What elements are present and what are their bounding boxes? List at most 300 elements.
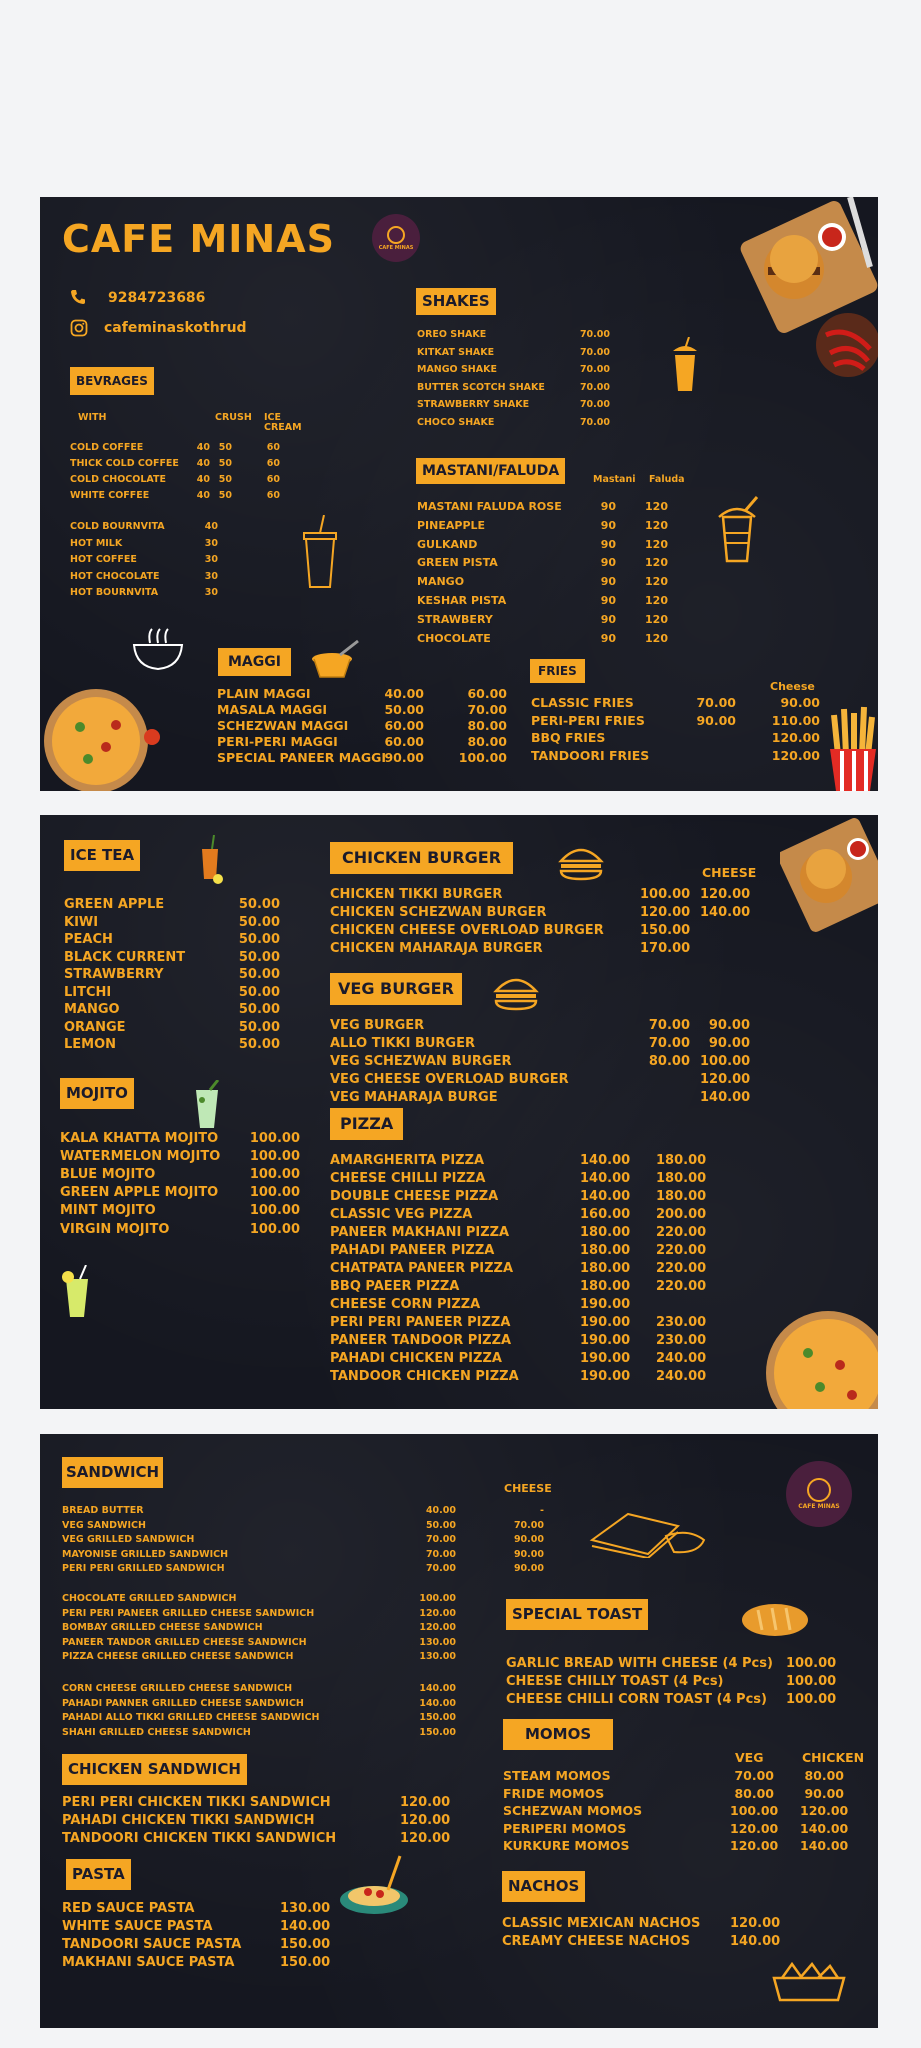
momos-item-price: 80.00 [734, 1785, 774, 1801]
pizza-item-name: CHEESE CORN PIZZA [330, 1297, 481, 1312]
mojito-item-price: 100.00 [249, 1185, 300, 1201]
pasta-item-price: 130.00 [280, 1901, 331, 1916]
pasta-item-name: RED SAUCE PASTA [62, 1901, 195, 1916]
vegburger-item-price: 70.00 [648, 1018, 690, 1033]
section-bevrages-title: BEVRAGES [70, 367, 154, 395]
sandwich-item-price: 130.00 [419, 1636, 456, 1648]
momos-item-price: 120.00 [800, 1803, 849, 1818]
pizza-item-price: 200.00 [656, 1207, 707, 1222]
section-toast-title: SPECIAL TOAST [506, 1599, 648, 1630]
nachos-item-name: CREAMY CHEESE NACHOS [502, 1934, 691, 1949]
maggi-item-price: 60.00 [467, 686, 507, 701]
icetea-item-name: LITCHI [64, 984, 112, 1000]
fries-item-name: CLASSIC FRIES [531, 695, 634, 710]
vegburger-item-name: VEG MAHARAJA BURGE [330, 1090, 498, 1105]
fries-item-price: 90.00 [780, 695, 820, 710]
shake-cup-icon [665, 337, 705, 393]
pizza-item-price: 240.00 [656, 1351, 707, 1366]
icetea-item-name: LEMON [64, 1037, 117, 1052]
sandwich-header-cheese: CHEESE [504, 1482, 552, 1495]
chilli-bowl-image [808, 305, 878, 385]
toast-item-price: 100.00 [786, 1674, 837, 1689]
mastani-item-price: 90 [600, 612, 616, 626]
pizza-item-name: PANEER TANDOOR PIZZA [330, 1333, 512, 1348]
pizza-item-price: 180.00 [580, 1225, 631, 1240]
vegburger-item-name: ALLO TIKKI BURGER [330, 1036, 475, 1051]
fries-item-price: 110.00 [771, 712, 820, 728]
fries-item-price: 120.00 [771, 747, 820, 763]
vegburger-item-price: 90.00 [708, 1036, 750, 1051]
noodle-bowl-icon [132, 627, 184, 671]
sandwich-item-name: CORN CHEESE GRILLED CHEESE SANDWICH [62, 1683, 293, 1694]
momos-item-price: 70.00 [734, 1768, 774, 1783]
instagram-handle[interactable]: cafeminaskothrud [104, 320, 247, 336]
ice-tea-glass-icon [198, 835, 224, 885]
pizza-item-name: CLASSIC VEG PIZZA [330, 1207, 473, 1222]
bevrages-cold-item-price: 60 [266, 490, 280, 501]
sandwich-item-name: PIZZA CHEESE GRILLED CHEESE SANDWICH [62, 1651, 294, 1662]
pizza-item-price: 220.00 [656, 1243, 707, 1258]
pizza-item-name: TANDOOR CHICKEN PIZZA [330, 1369, 519, 1384]
pizza-item-price: 190.00 [580, 1333, 631, 1348]
icetea-item-price: 50.00 [238, 897, 280, 912]
section-shakes-title: SHAKES [416, 288, 496, 315]
fries-item-price: 120.00 [771, 730, 820, 745]
toast-item-price: 100.00 [786, 1692, 837, 1707]
chickenburger-item-price: 120.00 [700, 887, 751, 902]
section-vegburger-title: VEG BURGER [330, 973, 462, 1005]
maggi-item-price: 100.00 [458, 750, 507, 765]
vegburger-item-price: 100.00 [700, 1054, 751, 1069]
chickenburger-item-name: CHICKEN MAHARAJA BURGER [330, 941, 543, 956]
vegburger-item-name: VEG CHEESE OVERLOAD BURGER [330, 1072, 569, 1087]
sandwich-item-name: VEG SANDWICH [62, 1519, 146, 1531]
chickenburger-item-price: 150.00 [640, 923, 691, 938]
cold-drink-cup-icon [302, 515, 338, 589]
chickensandwich-item-name: PERI PERI CHICKEN TIKKI SANDWICH [62, 1795, 331, 1810]
mojito-item-name: VIRGIN MOJITO [60, 1221, 170, 1237]
mastani-item-name: GREEN PISTA [417, 556, 498, 570]
icetea-item-price: 50.00 [238, 1037, 280, 1052]
maggi-item-name: PERI-PERI MAGGI [217, 734, 338, 749]
pizza-item-price: 140.00 [580, 1153, 631, 1168]
brand-logo: CAFE MINAS [372, 214, 420, 262]
bevrages-hot-item-price: 30 [204, 570, 218, 582]
chickenburger-item-price: 170.00 [640, 941, 691, 956]
nachos-item-price: 140.00 [730, 1934, 781, 1949]
bevrages-header-cream: CREAM [264, 422, 302, 433]
fries-box-image [828, 705, 878, 791]
bevrages-hot-item-price: 30 [204, 587, 218, 598]
chickenburger-item-name: CHICKEN TIKKI BURGER [330, 887, 503, 902]
sandwich-item-name: VEG GRILLED SANDWICH [62, 1534, 195, 1545]
bevrages-cold-item-price: 60 [266, 458, 280, 469]
vegburger-item-name: VEG BURGER [330, 1018, 425, 1033]
momos-item-name: FRIDE MOMOS [503, 1785, 605, 1801]
momos-header-chicken: CHICKEN [802, 1750, 865, 1765]
bevrages-header-with: WITH [78, 412, 107, 423]
shakes-item-price: 70.00 [579, 346, 610, 358]
sandwich-item-name: BOMBAY GRILLED CHEESE SANDWICH [62, 1622, 263, 1633]
nachos-icon [770, 1962, 848, 2002]
sandwich-item-price: 150.00 [419, 1726, 456, 1738]
chickenburger-header-cheese: CHEESE [702, 865, 757, 880]
sandwich-item-price: 120.00 [419, 1622, 456, 1633]
sandwich-item-name: PERI PERI GRILLED SANDWICH [62, 1563, 225, 1574]
momos-item-name: KURKURE MOMOS [503, 1838, 630, 1853]
pizza-item-price: 180.00 [656, 1171, 707, 1186]
toast-item-price: 100.00 [786, 1656, 837, 1671]
shakes-item-name: BUTTER SCOTCH SHAKE [417, 381, 545, 393]
mojito-item-name: WATERMELON MOJITO [60, 1149, 221, 1165]
shakes-item-price: 70.00 [579, 399, 610, 410]
lemonade-glass-icon [60, 1265, 94, 1319]
icetea-item-name: ORANGE [64, 1019, 126, 1035]
shakes-item-name: MANGO SHAKE [417, 364, 497, 375]
shakes-item-name: OREO SHAKE [417, 329, 487, 340]
bevrages-hot-item-name: HOT BOURNVITA [70, 587, 159, 598]
section-chickenburger-title: CHICKEN BURGER [330, 842, 513, 874]
maggi-item-price: 40.00 [384, 686, 424, 701]
mastani-item-name: MASTANI FALUDA ROSE [417, 500, 562, 513]
mastani-item-price: 90 [600, 631, 616, 645]
section-sandwich-title: SANDWICH [62, 1457, 163, 1488]
bevrages-hot-item-price: 30 [204, 554, 218, 565]
icetea-item-price: 50.00 [238, 1002, 280, 1017]
phone-number[interactable]: 9284723686 [108, 290, 206, 306]
fries-item-name: PERI-PERI FRIES [531, 712, 645, 728]
mastani-header-mastani: Mastani [593, 474, 636, 485]
mastani-item-price: 120 [645, 537, 668, 551]
chickenburger-item-name: CHICKEN CHEESE OVERLOAD BURGER [330, 923, 604, 938]
maggi-item-price: 50.00 [384, 702, 424, 717]
pizza-item-price: 190.00 [580, 1351, 631, 1366]
bevrages-cold-item-price: 40 [196, 490, 210, 501]
bevrages-header-ice: ICE [264, 412, 281, 423]
pizza-item-name: CHATPATA PANEER PIZZA [330, 1261, 514, 1276]
instagram-icon [70, 319, 88, 337]
pizza-item-name: AMARGHERITA PIZZA [330, 1153, 485, 1168]
vegburger-item-price: 70.00 [648, 1036, 690, 1051]
pizza-item-price: 220.00 [656, 1225, 707, 1240]
maggi-item-name: MASALA MAGGI [217, 702, 328, 717]
menu-page-3 [40, 1434, 878, 2028]
mastani-item-price: 120 [645, 594, 668, 607]
bevrages-cold-item-price: 40 [196, 474, 210, 485]
sandwich-icon [588, 1510, 712, 1558]
sandwich-item-price: 100.00 [419, 1593, 456, 1604]
bevrages-cold-item-price: 50 [218, 474, 232, 485]
toast-item-name: CHEESE CHILLI CORN TOAST (4 Pcs) [506, 1692, 767, 1707]
bevrages-hot-item-name: HOT MILK [70, 537, 123, 549]
sandwich-item-price: 90.00 [513, 1563, 544, 1574]
icetea-item-price: 50.00 [238, 932, 280, 947]
shakes-item-price: 70.00 [579, 381, 610, 393]
pizza-item-name: PANEER MAKHANI PIZZA [330, 1225, 510, 1240]
sandwich-item-price: 140.00 [419, 1697, 456, 1709]
mastani-item-name: GULKAND [417, 537, 478, 551]
vegburger-item-name: VEG SCHEZWAN BURGER [330, 1054, 512, 1069]
menu-page-2 [40, 815, 878, 1409]
pizza-item-price: 140.00 [580, 1171, 631, 1186]
fries-header-cheese: Cheese [770, 680, 815, 693]
mojito-item-price: 100.00 [249, 1131, 300, 1146]
bevrages-cold-item-price: 60 [266, 442, 280, 453]
chickenburger-item-price: 100.00 [640, 887, 691, 902]
section-mojito-title: MOJITO [60, 1078, 134, 1109]
sandwich-item-price: 70.00 [425, 1534, 456, 1545]
section-nachos-title: NACHOS [502, 1871, 585, 1902]
mastani-item-price: 120 [645, 556, 668, 570]
maggi-item-price: 80.00 [467, 734, 507, 749]
bevrages-cold-item-price: 50 [218, 458, 232, 469]
sandwich-item-name: MAYONISE GRILLED SANDWICH [62, 1548, 229, 1560]
fries-item-name: BBQ FRIES [531, 730, 606, 745]
momos-item-price: 100.00 [730, 1803, 779, 1818]
maggi-item-name: PLAIN MAGGI [217, 686, 311, 701]
sandwich-item-price: 50.00 [425, 1519, 456, 1531]
icetea-item-price: 50.00 [238, 949, 280, 965]
pizza-item-price: 180.00 [580, 1243, 631, 1258]
mastani-item-name: MANGO [417, 575, 465, 589]
icetea-item-price: 50.00 [238, 1019, 280, 1035]
faluda-glass-icon [713, 495, 763, 565]
nachos-item-name: CLASSIC MEXICAN NACHOS [502, 1916, 701, 1931]
sandwich-item-price: 90.00 [513, 1534, 544, 1545]
momos-item-price: 120.00 [730, 1820, 779, 1836]
sandwich-item-name: SHAHI GRILLED CHEESE SANDWICH [62, 1726, 251, 1738]
section-pizza-title: PIZZA [330, 1108, 403, 1140]
momos-item-price: 90.00 [804, 1785, 844, 1801]
pasta-item-price: 150.00 [280, 1937, 331, 1952]
pasta-item-price: 140.00 [280, 1919, 331, 1934]
menu-page-1 [40, 197, 878, 791]
bevrages-cold-item-name: THICK COLD COFFEE [70, 458, 179, 469]
vegburger-item-price: 120.00 [700, 1072, 751, 1087]
pizza-item-price: 190.00 [580, 1369, 631, 1384]
section-momos-title: MOMOS [503, 1719, 613, 1750]
pizza-item-price: 180.00 [656, 1189, 707, 1204]
fries-item-price: 90.00 [696, 712, 736, 728]
pasta-plate-image [338, 1854, 410, 1920]
icetea-item-price: 50.00 [238, 914, 280, 930]
shakes-item-name: KITKAT SHAKE [417, 346, 495, 358]
nachos-item-price: 120.00 [730, 1916, 781, 1931]
mastani-item-price: 120 [645, 575, 668, 589]
pasta-item-name: MAKHANI SAUCE PASTA [62, 1955, 235, 1970]
chickensandwich-item-price: 120.00 [400, 1813, 451, 1828]
pasta-item-name: WHITE SAUCE PASTA [62, 1919, 213, 1934]
icetea-item-name: GREEN APPLE [64, 897, 165, 912]
sandwich-item-price: 140.00 [419, 1683, 456, 1694]
shakes-item-price: 70.00 [579, 329, 610, 340]
pizza-item-price: 180.00 [656, 1153, 707, 1168]
mastani-item-name: KESHAR PISTA [417, 594, 507, 607]
shakes-item-price: 70.00 [579, 416, 610, 428]
sandwich-item-price: 130.00 [419, 1651, 456, 1662]
burger-icon [558, 845, 604, 881]
sandwich-item-name: BREAD BUTTER [62, 1505, 144, 1516]
mastani-item-price: 90 [600, 594, 616, 607]
veg-burger-icon [493, 975, 539, 1011]
pizza-item-price: 220.00 [656, 1261, 707, 1276]
sandwich-item-price: - [540, 1505, 544, 1516]
sandwich-item-price: 70.00 [425, 1548, 456, 1560]
sandwich-item-name: PAHADI PANNER GRILLED CHEESE SANDWICH [62, 1697, 304, 1709]
pizza-image-2 [760, 1305, 878, 1409]
pizza-item-name: PERI PERI PANEER PIZZA [330, 1315, 511, 1330]
sandwich-item-price: 70.00 [425, 1563, 456, 1574]
mojito-item-name: KALA KHATTA MOJITO [60, 1131, 219, 1146]
maggi-item-price: 60.00 [384, 718, 424, 733]
vegburger-item-price: 80.00 [648, 1054, 690, 1069]
bevrages-hot-item-price: 30 [204, 537, 218, 549]
bevrages-cold-item-price: 60 [266, 474, 280, 485]
sandwich-item-price: 90.00 [513, 1548, 544, 1560]
momos-item-name: PERIPERI MOMOS [503, 1820, 627, 1836]
chickenburger-item-price: 140.00 [700, 905, 751, 920]
mastani-item-price: 90 [600, 575, 616, 589]
section-maggi-title: MAGGI [218, 648, 291, 676]
bread-image [740, 1600, 810, 1640]
bevrages-hot-item-price: 40 [204, 521, 218, 532]
shakes-item-price: 70.00 [579, 364, 610, 375]
chickensandwich-item-name: TANDOORI CHICKEN TIKKI SANDWICH [62, 1831, 337, 1846]
pizza-item-price: 180.00 [580, 1261, 631, 1276]
mastani-item-price: 120 [645, 500, 668, 513]
chickensandwich-item-price: 120.00 [400, 1795, 451, 1810]
brand-title: CAFE MINAS [62, 217, 335, 261]
maggi-item-price: 80.00 [467, 718, 507, 733]
pizza-item-price: 190.00 [580, 1315, 631, 1330]
pizza-item-price: 230.00 [656, 1315, 707, 1330]
pizza-item-name: PAHADI CHICKEN PIZZA [330, 1351, 502, 1366]
maggi-item-price: 70.00 [467, 702, 507, 717]
icetea-item-name: BLACK CURRENT [64, 949, 186, 965]
sandwich-item-price: 40.00 [425, 1505, 456, 1516]
fries-item-price: 70.00 [696, 695, 736, 710]
bevrages-cold-item-price: 50 [218, 442, 232, 453]
chickensandwich-item-price: 120.00 [400, 1831, 451, 1846]
mastani-item-name: STRAWBERY [417, 612, 493, 626]
icetea-item-name: MANGO [64, 1002, 120, 1017]
pizza-image [40, 667, 166, 791]
mastani-item-name: CHOCOLATE [417, 631, 491, 645]
shakes-item-name: STRAWBERRY SHAKE [417, 399, 530, 410]
mojito-item-name: MINT MOJITO [60, 1203, 156, 1219]
maggi-cup-icon [310, 639, 360, 679]
vegburger-item-price: 140.00 [700, 1090, 751, 1105]
toast-item-name: GARLIC BREAD WITH CHEESE (4 Pcs) [506, 1656, 773, 1671]
mastani-item-price: 120 [645, 612, 668, 626]
pizza-item-price: 160.00 [580, 1207, 631, 1222]
icetea-item-price: 50.00 [238, 984, 280, 1000]
bevrages-cold-item-price: 40 [196, 458, 210, 469]
section-icetea-title: ICE TEA [64, 840, 140, 871]
brand-logo-2: CAFE MINAS [786, 1461, 852, 1527]
mojito-item-price: 100.00 [249, 1149, 300, 1165]
bevrages-hot-item-name: COLD BOURNVITA [70, 521, 165, 532]
pasta-item-price: 150.00 [280, 1955, 331, 1970]
chickenburger-item-name: CHICKEN SCHEZWAN BURGER [330, 905, 547, 920]
phone-icon [70, 289, 86, 305]
sandwich-item-name: PANEER TANDOR GRILLED CHEESE SANDWICH [62, 1636, 307, 1648]
maggi-item-name: SCHEZWAN MAGGI [217, 718, 349, 733]
icetea-item-price: 50.00 [238, 967, 280, 982]
bevrages-cold-item-price: 40 [196, 442, 210, 453]
mojito-item-price: 100.00 [249, 1221, 300, 1237]
momos-item-price: 80.00 [804, 1768, 844, 1783]
fries-item-name: TANDOORI FRIES [531, 747, 650, 763]
maggi-item-name: SPECIAL PANEER MAGGI [217, 750, 387, 765]
burger-board-image-2 [780, 815, 878, 941]
pizza-item-price: 230.00 [656, 1333, 707, 1348]
icetea-item-name: PEACH [64, 932, 113, 947]
mastani-item-price: 120 [645, 631, 668, 645]
shakes-item-name: CHOCO SHAKE [417, 416, 495, 428]
icetea-item-name: STRAWBERRY [64, 967, 164, 982]
section-fries-title: FRIES [530, 659, 585, 683]
momos-item-name: SCHEZWAN MOMOS [503, 1803, 643, 1818]
icetea-item-name: KIWI [64, 914, 99, 930]
pizza-item-price: 240.00 [656, 1369, 707, 1384]
pizza-item-price: 140.00 [580, 1189, 631, 1204]
momos-header-veg: VEG [735, 1750, 764, 1765]
section-pasta-title: PASTA [66, 1859, 131, 1890]
momos-item-price: 140.00 [800, 1838, 849, 1853]
chickenburger-item-price: 120.00 [640, 905, 691, 920]
pizza-item-name: DOUBLE CHEESE PIZZA [330, 1189, 499, 1204]
bevrages-cold-item-name: COLD CHOCOLATE [70, 474, 166, 485]
sandwich-item-price: 150.00 [419, 1712, 456, 1723]
pizza-item-price: 220.00 [656, 1279, 707, 1294]
mastani-item-price: 90 [600, 500, 616, 513]
pizza-item-price: 190.00 [580, 1297, 631, 1312]
mojito-item-price: 100.00 [249, 1203, 300, 1219]
chickensandwich-item-name: PAHADI CHICKEN TIKKI SANDWICH [62, 1813, 315, 1828]
mastani-item-name: PINEAPPLE [417, 518, 486, 532]
maggi-item-price: 90.00 [384, 750, 424, 765]
mojito-glass-icon [190, 1080, 224, 1130]
vegburger-item-price: 90.00 [708, 1018, 750, 1033]
momos-item-name: STEAM MOMOS [503, 1768, 611, 1783]
pasta-item-name: TANDOORI SAUCE PASTA [62, 1937, 242, 1952]
toast-item-name: CHEESE CHILLY TOAST (4 Pcs) [506, 1674, 724, 1689]
mastani-item-price: 120 [645, 518, 668, 532]
mojito-item-name: BLUE MOJITO [60, 1167, 156, 1183]
section-mastani-title: MASTANI/FALUDA [416, 458, 565, 484]
pizza-item-price: 180.00 [580, 1279, 631, 1294]
sandwich-item-price: 70.00 [513, 1519, 544, 1531]
sandwich-item-name: CHOCOLATE GRILLED SANDWICH [62, 1593, 237, 1604]
bevrages-hot-item-name: HOT COFFEE [70, 554, 137, 565]
mojito-item-name: GREEN APPLE MOJITO [60, 1185, 219, 1201]
mastani-item-price: 90 [600, 556, 616, 570]
momos-item-price: 120.00 [730, 1838, 779, 1853]
mastani-header-faluda: Faluda [649, 474, 685, 485]
section-chickensandwich-title: CHICKEN SANDWICH [62, 1754, 247, 1785]
mastani-item-price: 90 [600, 518, 616, 532]
mojito-item-price: 100.00 [249, 1167, 300, 1183]
bevrages-cold-item-name: WHITE COFFEE [70, 490, 150, 501]
pizza-item-name: CHEESE CHILLI PIZZA [330, 1171, 486, 1186]
mastani-item-price: 90 [600, 537, 616, 551]
pizza-item-name: PAHADI PANEER PIZZA [330, 1243, 495, 1258]
momos-item-price: 140.00 [800, 1820, 849, 1836]
maggi-item-price: 60.00 [384, 734, 424, 749]
pizza-item-name: BBQ PAEER PIZZA [330, 1279, 460, 1294]
bevrages-cold-item-price: 50 [218, 490, 232, 501]
